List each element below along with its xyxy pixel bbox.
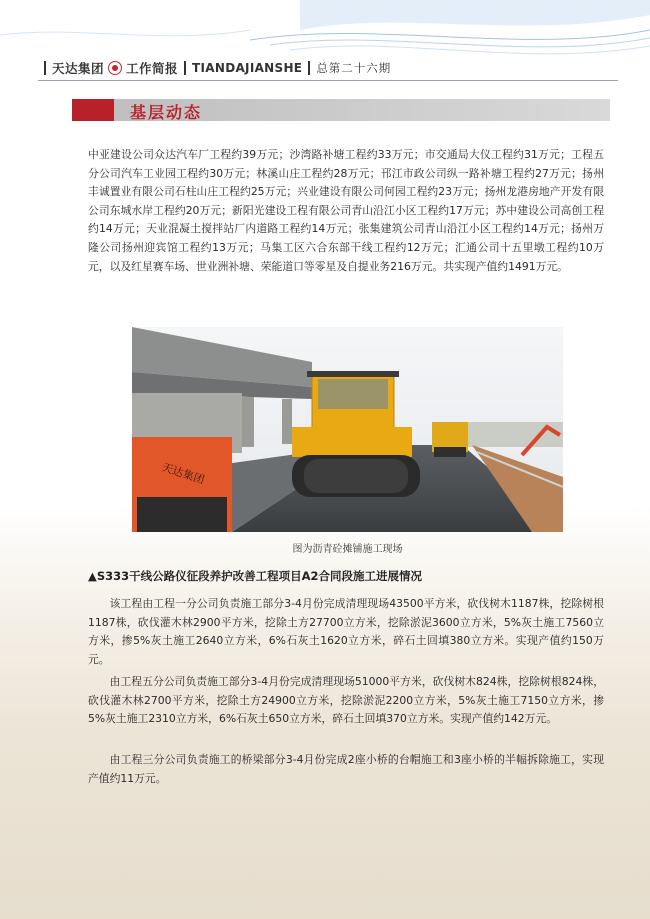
section-accent-block: [72, 99, 114, 121]
brand-name: TIANDAJIANSHE: [192, 61, 303, 75]
tianda-logo-icon: [108, 61, 122, 75]
photo-caption: 图为沥青砼摊铺施工现场: [292, 544, 403, 555]
section-title: 基层动态: [130, 103, 203, 122]
company-name: 天达集团: [52, 61, 105, 76]
header-divider: [44, 61, 46, 75]
page-header: [38, 58, 618, 78]
roller-brand-label: 天达集团: [160, 460, 207, 487]
issue-number: 总第二十六期: [316, 61, 392, 75]
intro-paragraph: 中亚建设公司众达汽车厂工程约39万元；沙湾路补塘工程约33万元；市交通局大仪工程约31万元；工程五分公司汽车工业园工程约30万元；林溪山庄工程约28万元；邗江市政公司纵一路补塘工程约27万元；扬州丰诚置业有限公司石柱山庄工程约25万元；兴业建设有限公司何园工程约23万元；扬州龙港房地产开发有限公司东城水岸工程约20万元；新阳光建设工程有限公司青山沿江小区工程约17万元；苏中建设公司高创工程约14万元；天业混凝土搅拌站厂内道路工程约14万元；张集建筑公司青山沿江小区工程约14万元；扬州万隆公司扬州迎宾馆工程约13万元；马集工区六合东部干线工程约12万元；汇通公司十五里墩工程约10万元，以及红星赛车场、世业洲补塘、荣能道口等零星及自提业务216万元。共实现产值约1491万元。: [88, 148, 604, 273]
section-header: [72, 99, 610, 121]
construction-photo: [132, 327, 563, 532]
header-rule: [38, 80, 618, 81]
newsletter-name: 工作简报: [126, 61, 179, 76]
body-paragraph: 由工程三分公司负责施工的桥梁部分3-4月份完成2座小桥的台帽施工和3座小桥的半幅拆除施工，实现产值约11万元。: [88, 753, 604, 785]
header-divider: [184, 61, 186, 75]
body-paragraph: 该工程由工程一分公司负责施工部分3-4月份完成清理现场43500平方米，砍伐树木1187株，挖除树根1187株，砍伐灌木林2900平方米，挖除土方27700立方米，挖除淤泥3600立方米，5%灰土施工7560立方米，掺5%灰土施工2640立方米，6%石灰土1620立方米，碎石土回填380立方米。实现产值约150万元。: [88, 597, 604, 666]
project-subheading: ▲S333干线公路仪征段养护改善工程项目A2合同段施工进展情况: [88, 569, 423, 583]
header-divider: [308, 61, 310, 75]
body-paragraph: 由工程五分公司负责施工部分3-4月份完成清理现场51000平方米，砍伐树木824株，挖除树根824株，砍伐灌木林2700平方米，挖除土方24900立方米，挖除淤泥2200立方米，5%灰土施工7150立方米，掺5%灰土施工2310立方米，6%石灰土650立方米，碎石土回填370立方米。实现产值约142万元。: [88, 675, 604, 726]
